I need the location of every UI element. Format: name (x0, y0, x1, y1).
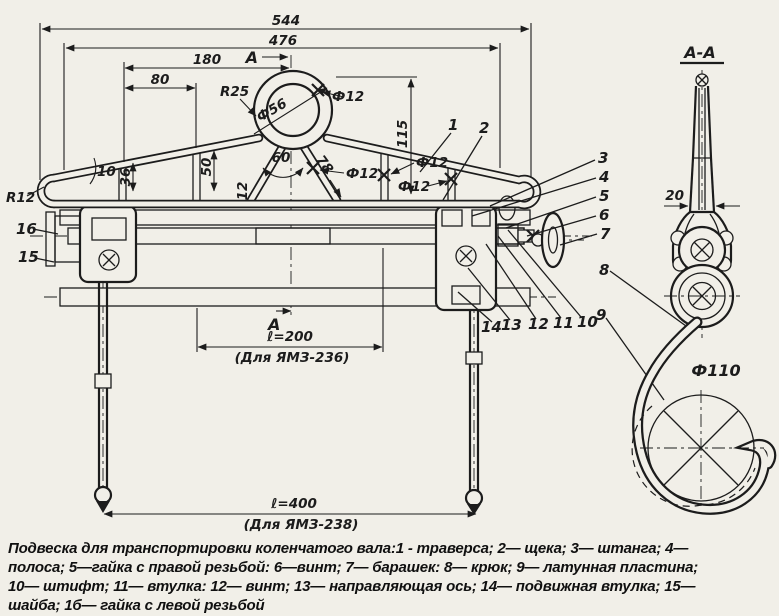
dim-12-tube: 12 (235, 181, 251, 201)
part-11: 11 (553, 314, 574, 332)
section-view (632, 43, 771, 509)
callout-r25: R25 (220, 84, 250, 100)
cut-label-top: А (245, 48, 258, 67)
part-3: 3 (598, 149, 609, 167)
caption-line-3: 10— штифт; 11— втулка: 12— винт; 13— направляющая ось; 14— подвижная втулка; 15— (8, 578, 696, 595)
span-l400: ℓ=400 (271, 496, 317, 512)
part-1: 1 (448, 116, 459, 134)
caption-line-2: полоса; 5—гайка с правой резьбой: 6—винт; 7— барашек: 8— крюк; 9— латунная пластина; (8, 559, 699, 576)
part-2: 2 (479, 119, 490, 137)
callout-d12-b: Ф12 (346, 166, 379, 182)
caption-line-4: шайба; 1б— гайка с левой резьбой (8, 597, 265, 614)
dim-476: 476 (268, 33, 298, 49)
dim-180: 180 (192, 52, 222, 68)
hanging-rods (95, 282, 482, 515)
left-rod-tip (95, 487, 111, 503)
part-13: 13 (501, 316, 522, 334)
part-8: 8 (599, 261, 610, 279)
dim-50: 50 (199, 157, 215, 177)
caption-line-1: Подвеска для транспортировки коленчатого вала:1 - траверса; 2— щека; 3— штанга; 4— (8, 540, 689, 557)
dim-20: 20 (665, 188, 684, 204)
callout-ring-dia: Ф56 (254, 95, 290, 126)
part-9: 9 (596, 306, 607, 324)
part-7: 7 (600, 225, 611, 243)
dim-78: 78 (312, 152, 337, 177)
callout-r12: R12 (6, 190, 36, 206)
cut-label-bottom: А (268, 315, 281, 334)
callout-d110: Ф110 (691, 361, 741, 380)
dim-80: 80 (150, 72, 170, 88)
dim-10: 10 (97, 164, 116, 180)
wing-nut-7 (542, 213, 564, 267)
part-4: 4 (599, 168, 610, 186)
dim-36: 36 (118, 167, 134, 187)
figure-caption (8, 539, 776, 615)
section-title: А-А (684, 43, 716, 62)
dim-60: 60 (271, 150, 291, 166)
bar-assembly (46, 196, 584, 310)
washer-15 (46, 212, 55, 266)
part-12: 12 (528, 315, 549, 333)
left-rod-collar (95, 374, 111, 388)
span-l200-note: (Для ЯМЗ-236) (234, 350, 350, 366)
right-rod-tip (466, 490, 482, 506)
dim-544: 544 (271, 13, 301, 29)
callout-d12-c: Ф12 (416, 155, 449, 171)
dim-115: 115 (395, 119, 411, 149)
part-16: 16 (16, 220, 37, 238)
traverse (41, 71, 537, 205)
right-rod-collar (466, 352, 482, 364)
part-10: 10 (577, 313, 598, 331)
span-l200: ℓ=200 (267, 329, 313, 345)
callout-d12-a: Ф12 (332, 89, 365, 105)
part-14: 14 (481, 318, 502, 336)
part-6: 6 (599, 206, 610, 224)
part-5: 5 (599, 187, 610, 205)
span-l400-note: (Для ЯМЗ-238) (243, 517, 359, 533)
part-15: 15 (18, 248, 39, 266)
callout-d12-d: Ф12 (398, 179, 431, 195)
